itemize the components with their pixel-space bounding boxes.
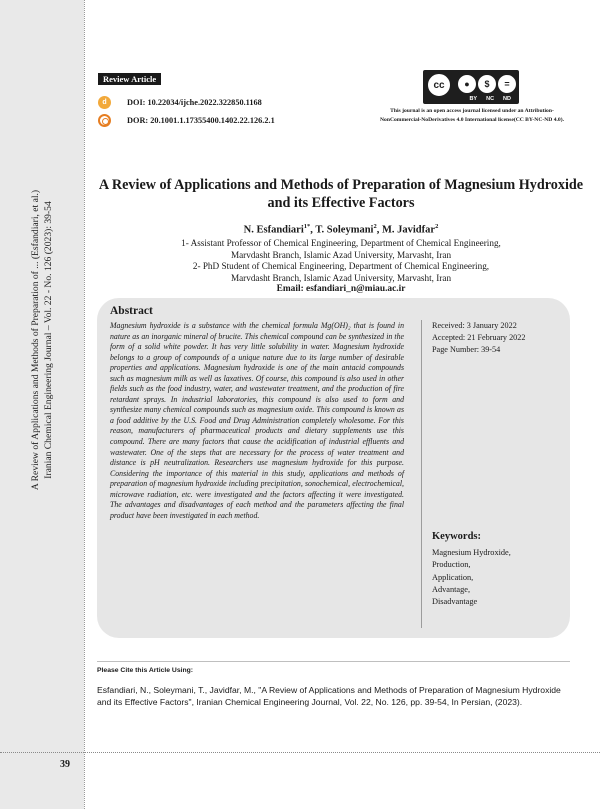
author-2-sup: 2 (373, 223, 377, 230)
author-3: , M. Javidfar (376, 224, 436, 236)
citation-heading: Please Cite this Article Using: (97, 667, 194, 674)
dor-icon (98, 114, 111, 127)
article-title: A Review of Applications and Methods of Preparation of Magnesium Hydroxide and its Effective Factors (98, 177, 584, 211)
doi-row (98, 96, 262, 109)
affiliation-1 (96, 238, 586, 261)
affiliation-2 (96, 261, 586, 284)
corresponding-email[interactable]: Email: esfandiari_n@miau.ac.ir (276, 284, 406, 294)
keyword-item: Advantage, (432, 584, 471, 594)
article-type-badge: Review Article (98, 73, 161, 85)
noncommercial-icon: $ (476, 73, 498, 95)
cc-license-badge[interactable] (423, 70, 519, 104)
cc-icon: cc (426, 72, 452, 98)
keywords-list (432, 547, 511, 608)
noderivatives-icon: = (496, 73, 518, 95)
cc-label-nd: ND (503, 96, 511, 102)
accepted-date: Accepted: 21 February 2022 (432, 333, 526, 342)
affiliation-1-line1: 1- Assistant Professor of Chemical Engineering, Department of Chemical Engineering, (181, 238, 501, 248)
author-1-sup: 1* (303, 223, 311, 230)
attribution-icon: ● (456, 73, 478, 95)
abstract-body: Magnesium hydroxide is a substance with the chemical formula Mg(OH)₂ that is found in nature as an inorganic mineral of brucite. This chemical compound can be synthesized in the form of a solid white powder. It has very little solubility in water. Magnesium hydroxide belongs to a group of compounds of a unique nature due to its large number of desirable properties and applications. Magnesium hydroxide is one of the main antacid compounds such as magnesium milk as well as laxatives. Of course, this compound is also used in other fields such as the food industry, water, and wastewater treatment, and the production of fire retardant sprays. In industrial laboratories, this compound is also used to form and synthesize many chemical compounds such as magnesium oxide. This compound is known as a food additive by the U.S. Food and Drug Administration completely wholesome. For this reason, manufacturers of pharmaceutical products and dietary supplements use this compound. There are many factors that cause the acidification of industrial effluents and wastewater. One of the steps that are necessary for the process of water treatment and distance is pH neutralization. Researchers use magnesium hydroxide for this purpose. Considering the importance of this material in this study, applications and methods of preparation of magnesium hydroxide including precipitation, sonochemical, electrochemical, microwave radiation, etc. were investigated and the factors affecting it were investigated. The advantages and disadvantages of each method and the parameters affecting the final product have been investigated in each method. (110, 321, 404, 520)
authors (96, 223, 586, 236)
keyword-item: Disadvantage (432, 597, 478, 607)
abstract-column-divider (421, 320, 422, 628)
article-dates (432, 320, 525, 356)
keyword-item: Production, (432, 560, 471, 570)
footer-rule (0, 752, 600, 753)
license-text: This journal is an open access journal licensed under an Attribution-NonCommercial-NoDerivatives 4.0 International license(CC BY-NC-ND 4.0). (380, 108, 564, 123)
side-band-divider (84, 0, 85, 809)
citation-rule (97, 661, 570, 662)
author-1: N. Esfandiari (243, 224, 304, 236)
cc-labels (423, 95, 519, 104)
citation-text: Esfandiari, N., Soleymani, T., Javidfar, M., "A Review of Applications and Methods of Preparation of Magnesium Hydroxide and its Effective Factors", Iranian Chemical Engineering Journal, Vol. 22, No. 126, pp. 39-54, In Persian, (2023). (97, 685, 561, 708)
cc-label-by: BY (469, 96, 478, 102)
page-number: 39 (60, 759, 70, 770)
running-header-line1: A Review of Applications and Methods of Preparation of ... (Esfandiari, et al.) (30, 189, 41, 491)
running-header-line2: Iranian Chemical Engineering Journal – Vol. 22 - No. 126 (2023): 39-54 (43, 201, 54, 479)
dor-row (98, 114, 275, 127)
keyword-item: Magnesium Hydroxide, (432, 548, 511, 557)
running-header (29, 130, 55, 550)
cc-label-nc: NC (486, 96, 495, 102)
keyword-item: Application, (432, 572, 474, 582)
keywords-heading: Keywords: (432, 531, 481, 542)
affiliation-2-line1: 2- PhD Student of Chemical Engineering, Department of Chemical Engineering, (192, 261, 490, 271)
author-3-sup: 2 (435, 223, 439, 230)
author-2: , T. Soleymani (310, 224, 374, 236)
received-date: Received: 3 January 2022 (432, 321, 517, 330)
affiliation-2-line2: Marvdasht Branch, Islamic Azad University, Marvasht, Iran (230, 272, 452, 283)
page-range: Page Number: 39-54 (432, 345, 501, 354)
affiliation-1-line2: Marvdasht Branch, Islamic Azad University, Marvasht, Iran (230, 249, 452, 260)
abstract-heading: Abstract (110, 305, 153, 317)
doi-icon: d (98, 96, 111, 109)
dor-text[interactable]: DOR: 20.1001.1.17355400.1402.22.126.2.1 (127, 116, 275, 125)
doi-text[interactable]: DOI: 10.22034/ijche.2022.322850.1168 (127, 98, 262, 107)
